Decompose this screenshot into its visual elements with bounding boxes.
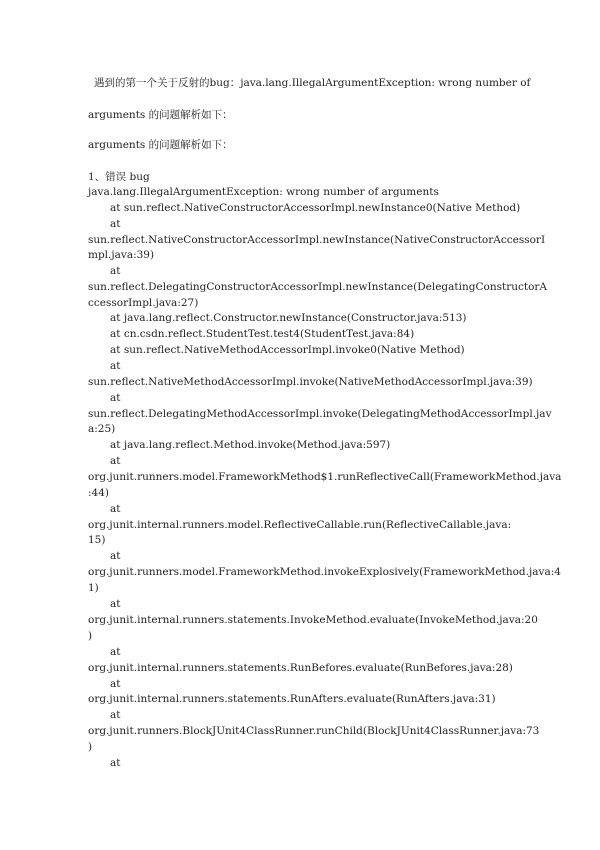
stack-trace-line: org.junit.internal.runners.statements.RunAfters.evaluate(RunAfters.java:31) — [88, 693, 496, 705]
stack-trace-line: at — [110, 392, 121, 404]
stack-trace-line: org.junit.internal.runners.model.ReflectiveCallable.run(ReflectiveCallable.java: — [88, 519, 512, 531]
stack-trace-line: mpl.java:39) — [88, 249, 155, 261]
stack-trace-line: at — [110, 218, 121, 230]
stack-trace-line: at cn.csdn.reflect.StudentTest.test4(StudentTest.java:84) — [110, 328, 415, 340]
stack-trace-line: at — [110, 678, 121, 690]
title-line-2: arguments 的问题解析如下： — [88, 109, 233, 121]
stack-trace-line: sun.reflect.NativeMethodAccessorImpl.invoke(NativeMethodAccessorImpl.java:39) — [88, 376, 533, 388]
stack-trace-line: sun.reflect.DelegatingConstructorAccessorImpl.newInstance(DelegatingConstructorA — [88, 281, 548, 293]
stack-trace-line: at — [110, 709, 121, 721]
stack-trace-line: at java.lang.reflect.Constructor.newInstance(Constructor.java:513) — [110, 312, 467, 324]
stack-trace-line: a:25) — [88, 423, 116, 435]
stack-trace-line: ) — [88, 741, 93, 753]
stack-trace-line: ) — [88, 630, 93, 642]
stack-trace-line: at — [110, 550, 121, 562]
stack-trace-line: :44) — [88, 487, 109, 499]
stack-trace-line: java.lang.IllegalArgumentException: wrong number of arguments — [88, 186, 439, 198]
stack-trace-line: at java.lang.reflect.Method.invoke(Method.java:597) — [110, 439, 391, 451]
stack-trace-line: org.junit.runners.model.FrameworkMethod$1.runReflectiveCall(FrameworkMethod.java — [88, 471, 562, 483]
stack-trace-line: 1) — [88, 582, 99, 594]
stack-trace-line: sun.reflect.DelegatingMethodAccessorImpl.invoke(DelegatingMethodAccessorImpl.jav — [88, 408, 552, 420]
stack-trace-line: ccessorImpl.java:27) — [88, 297, 199, 309]
stack-trace-line: at — [110, 265, 121, 277]
stack-trace-line: at — [110, 455, 121, 467]
section-heading: 1、错误 bug — [88, 171, 150, 183]
stack-trace-line: at — [110, 503, 121, 515]
stack-trace-line: org.junit.internal.runners.statements.InvokeMethod.evaluate(InvokeMethod.java:20 — [88, 614, 538, 626]
stack-trace-line: 15) — [88, 534, 106, 546]
stack-trace-line: at — [110, 598, 121, 610]
title-line-1: 遇到的第一个关于反射的bug：java.lang.IllegalArgumentException: wrong number of — [94, 77, 531, 89]
stack-trace-line: at sun.reflect.NativeConstructorAccessorImpl.newInstance0(Native Method) — [110, 202, 521, 214]
stack-trace-line: org.junit.runners.model.FrameworkMethod.invokeExplosively(FrameworkMethod.java:4 — [88, 566, 561, 578]
stack-trace-line: org.junit.internal.runners.statements.RunBefores.evaluate(RunBefores.java:28) — [88, 662, 513, 674]
stack-trace-line: at — [110, 757, 121, 769]
stack-trace-line: at — [110, 360, 121, 372]
stack-trace-line: at sun.reflect.NativeMethodAccessorImpl.invoke0(Native Method) — [110, 344, 465, 356]
stack-trace-line: org.junit.runners.BlockJUnit4ClassRunner.runChild(BlockJUnit4ClassRunner.java:73 — [88, 725, 540, 737]
stack-trace-line: sun.reflect.NativeConstructorAccessorImpl.newInstance(NativeConstructorAccessorI — [88, 234, 546, 246]
stack-trace-line: at — [110, 646, 121, 658]
subtitle: arguments 的问题解析如下： — [88, 139, 233, 151]
